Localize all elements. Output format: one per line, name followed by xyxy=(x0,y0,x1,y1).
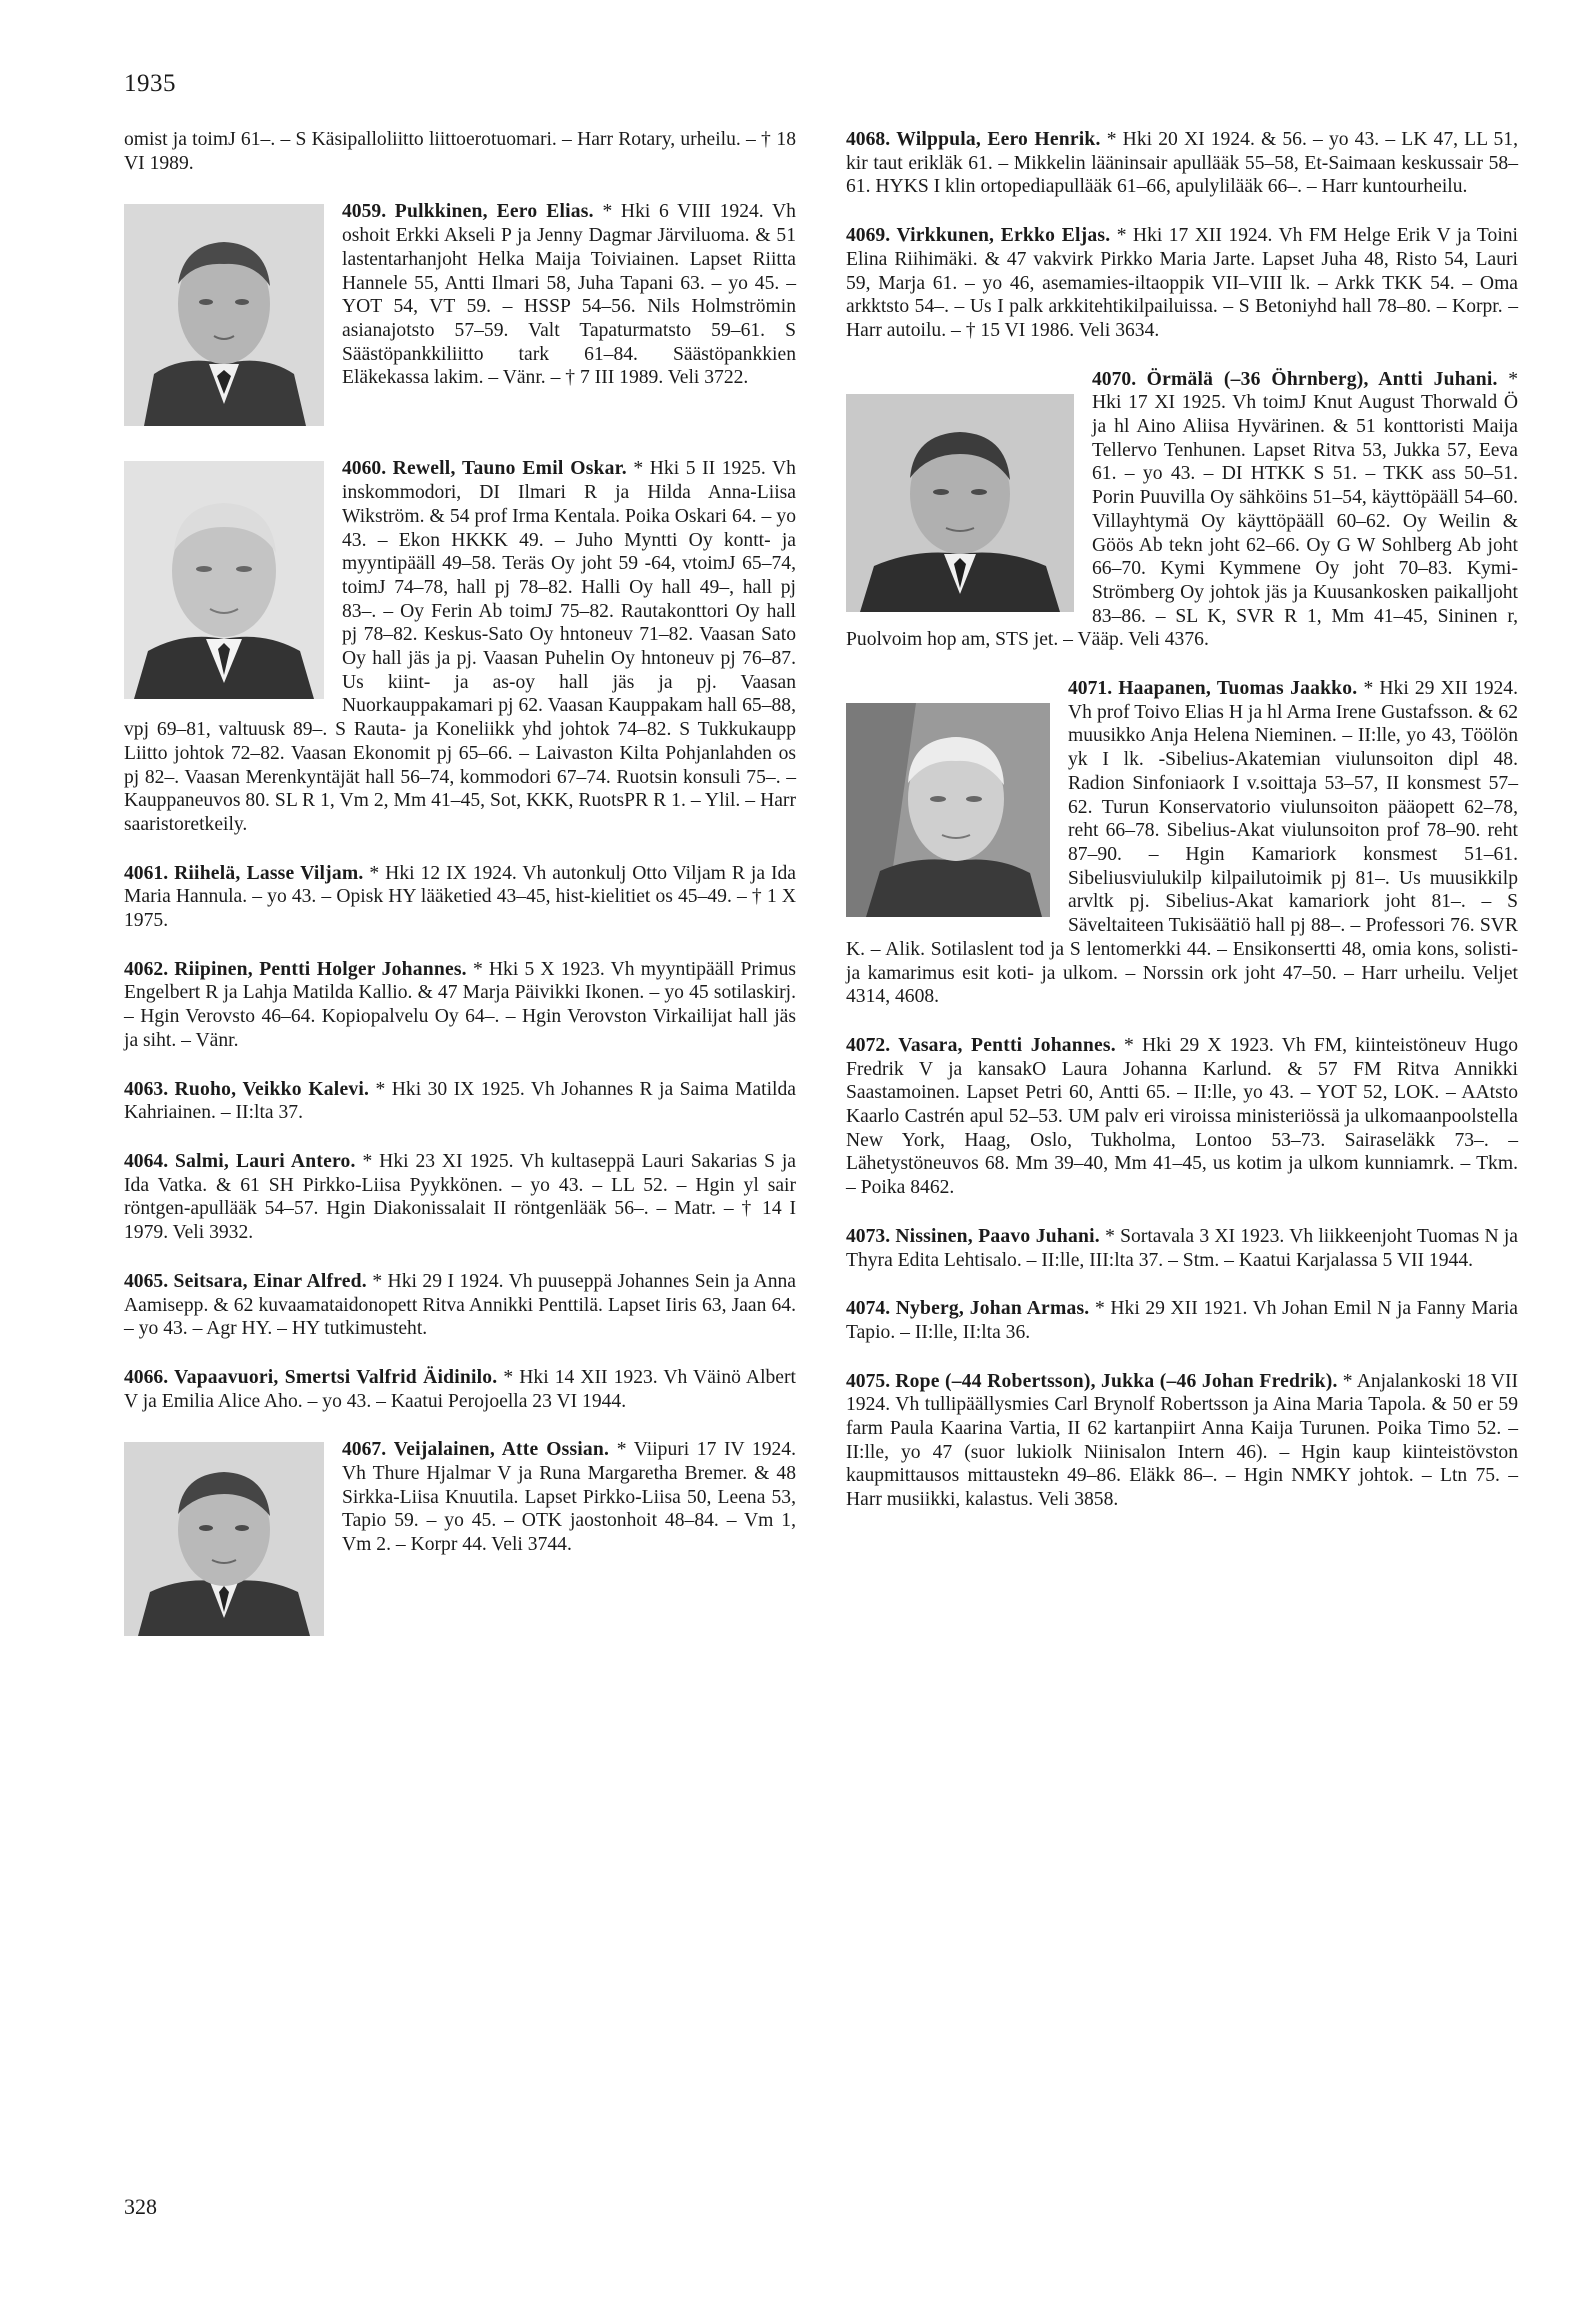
entry-4062 xyxy=(124,958,796,1053)
portrait-photo xyxy=(846,703,1050,917)
portrait-image xyxy=(124,204,324,426)
entry-number: 4072. xyxy=(846,1034,891,1056)
entry-name: Pulkkinen, Eero Elias. xyxy=(394,201,594,223)
entry-number: 4059. xyxy=(342,201,387,223)
entry-number: 4070. xyxy=(1092,368,1137,390)
entry-name: Vasara, Pentti Johannes. xyxy=(898,1034,1116,1056)
entry-name: Nissinen, Paavo Juhani. xyxy=(895,1225,1100,1247)
entry-text: * Hki 5 II 1925. Vh inskommodori, DI Ilmari R ja Hilda Anna-Liisa Wikström. & 54 prof Irma Kentala. Poika Oskari 64. – yo 43. – Ekon HKKK 49. – Juho Myntti Oy kontt- ja myyntipääll 49–58. Teräs Oy joht 59 -64, vtoimJ 65–74, toimJ 74–78, hall pj 78–82. Halli Oy hall 49–, hall pj 83–. – Oy Ferin Ab toimJ 75–82. Rautakonttori Oy hall pj 78–82. Keskus-Sato Oy hntoneuv 71–82. Vaasan Sato Oy hall jäs ja pj. Vaasan Puhelin Oy hntoneuv pj 76–87. Us kiint- ja as-oy hall jäs ja pj. Vaasan Nuorkauppakamari pj 62. Vaasan Kauppakam hall 65–88, vpj 69–81, valtuusk 89–. S Rauta- ja Koneliikk yhd johtok 74–82. S Tukkukaupp Liitto johtok 72–82. Vaasan Ekonomit pj 65–66. – Laivaston Kilta Pohjanlahden os pj 82–. Vaasan Merenkyntäjät hall 56–74, kommodori 67–74. Ruotsin konsuli 75–. – Kauppaneuvos 80. SL R 1, Vm 2, Mm 41–45, Sot, KKK, RuotsPR R 1. – Ylil. – Harr saaristoretkeily. xyxy=(124,458,796,835)
entry-text: * Hki 14 XII 1923. Vh Väinö Albert V ja Emilia Alice Aho. – yo 43. – Kaatui Perojoella 23 VI 1944. xyxy=(124,1366,796,1412)
entry-name: Rewell, Tauno Emil Oskar. xyxy=(392,458,627,480)
entry-name: Ruoho, Veikko Kalevi. xyxy=(174,1078,370,1100)
entry-text: * Hki 29 I 1924. Vh puuseppä Johannes Sein ja Anna Aamisepp. & 62 kuvaamataidonopett Ritva Annikki Penttilä. Lapset Iiris 63, Jaan 64. – yo 43. – Agr HY. – HY tutkimusteht. xyxy=(124,1270,796,1340)
portrait-photo xyxy=(846,394,1074,612)
page-number: 328 xyxy=(124,2194,157,2219)
entry-name: Wilppula, Eero Henrik. xyxy=(896,129,1101,150)
entry-text: * Hki 29 XII 1921. Vh Johan Emil N ja Fanny Maria Tapio. – II:lle, II:lta 36. xyxy=(846,1298,1518,1343)
entry-name: Salmi, Lauri Antero. xyxy=(174,1150,356,1172)
portrait-photo xyxy=(124,461,324,699)
entry-name: Riihelä, Lasse Viljam. xyxy=(174,862,364,884)
entry-name: Örmälä (–36 Öhrnberg), Antti Juhani. xyxy=(1146,368,1498,390)
entry-4074 xyxy=(846,1297,1518,1344)
entry-continuation xyxy=(124,128,796,175)
entry-number: 4073. xyxy=(846,1225,891,1247)
entry-text: omist ja toimJ 61–. – S Käsipalloliitto liittoerotuomari. – Harr Rotary, urheilu. – † 18 VI 1989. xyxy=(124,129,796,174)
entry-4065 xyxy=(124,1270,796,1341)
entry-text: * Hki 20 XI 1924. & 56. – yo 43. – LK 47, LL 51, kir taut erikläk 61. – Mikkelin lääninsair apullääk 55–58, Et-Saimaan keskussair 58–61. HYKS I klin ortopediapullääk 61–66, apulylilääk 66–. – Harr kuntourheilu. xyxy=(846,129,1518,198)
entry-number: 4061. xyxy=(124,862,169,884)
left-column xyxy=(124,128,796,1667)
portrait-photo xyxy=(124,1442,324,1636)
entry-text: * Hki 29 XII 1924. Vh prof Toivo Elias H ja hl Arma Irene Gustafsson. & 62 muusikko Anja Helena Nieminen. – II:lle, yo 43, Töölön yk I lk. -Sibelius-Akatemian viulunsoiton dipl 48. Radion Sinfoniaork I v.soittaja 53–57, II konsmest 57–62. Turun Konservatorio viulunsoiton pääopett 62–78, reht 66–78. Sibelius-Akat viulunsoiton prof 78–90. reht 87–90. – Hgin Kamariork konsmest 51–61. Sibeliusviulukilp kilpailutoimik pj 81–. Us muusikkilp arvltk pj. Sibelius-Akat kamariork joht 81–. – S Säveltaiteen Tukisäätiö hall pj 88–. – Professori 76. SVR K. – Alik. Sotilaslent tod ja S lentomerkki 44. – Ensikonsertti 48, omia kons, solisti- ja kamarimus esit koti- ja ulkom. – Norssin ork joht 47–50. – Harr urheilu. Veljet 4314, 4608. xyxy=(846,678,1518,1008)
entry-number: 4063. xyxy=(124,1078,169,1100)
page-year: 1935 xyxy=(124,70,176,97)
entry-4070 xyxy=(846,368,1518,652)
entry-4072 xyxy=(846,1034,1518,1200)
entry-text: * Hki 17 XI 1925. Vh toimJ Knut August Thorwald Ö ja hl Aino Aliisa Hyvärinen. & 51 konttoristi Maija Tellervo Tenhunen. Lapset Ritva 53, Jukka 57, Eeva 61. – yo 43. – DI HTKK S 51. – TKK ass 50–51. Porin Puuvilla Oy sähköins 51–54, käyttöpääll 54–60. Villayhtymä Oy käyttöpääll 60–62. Oy Weilin & Göös Ab tekn joht 62–66. Oy G W Sohlberg Ab joht 66–70. Kymi Kymmene Oy joht 70–83. Kymi-Strömberg Oy johtok jäs ja Kuusankosken paikalljoht 83–86. – SL K, SVR R 1, Mm 41–45, Sininen r, Puolvoim hop am, STS jet. – Vääp. Veli 4376. xyxy=(846,368,1518,651)
entry-4068 xyxy=(846,128,1518,199)
entry-4067 xyxy=(124,1438,796,1642)
entry-text: * Sortavala 3 XI 1923. Vh liikkeenjoht Tuomas N ja Thyra Edita Lehtisalo. – II:lle, III:lta 37. – Stm. – Kaatui Karjalassa 5 VII 1944. xyxy=(846,1225,1519,1271)
entry-number: 4075. xyxy=(846,1370,891,1392)
entry-name: Rope (–44 Robertsson), Jukka (–46 Johan Fredrik). xyxy=(895,1370,1338,1392)
right-column xyxy=(846,128,1518,1537)
entry-text: * Viipuri 17 IV 1924. Vh Thure Hjalmar V ja Runa Margaretha Bremer. & 48 Sirkka-Liisa Knuutila. Lapset Pirkko-Liisa 50, Leena 53, Tapio 59. – yo 45. – OTK jaostonhoit 48–84. – Vm 1, Vm 2. – Korpr 44. Veli 3744. xyxy=(342,1439,797,1556)
entry-name: Vapaavuori, Smertsi Valfrid Äidinilo. xyxy=(174,1366,498,1388)
entry-text: * Hki 5 X 1923. Vh myyntipääll Primus Engelbert R ja Lahja Matilda Kallio. & 47 Marja Päivikki Ikonen. – yo 45 sotilaskirj. – Hgin Verovsto 46–64. Kopiopalvelu Oy 64–. – Hgin Verovston Virkailijat hall jäs ja siht. – Vänr. xyxy=(124,958,796,1051)
entry-name: Haapanen, Tuomas Jaakko. xyxy=(1118,678,1358,700)
entry-text: * Hki 12 IX 1924. Vh autonkulj Otto Viljam R ja Ida Maria Hannula. – yo 43. – Opisk HY lääketied 43–45, hist-kielitiet os 45–49. – † 1 X 1975. xyxy=(124,862,797,932)
entry-4071 xyxy=(846,677,1518,1009)
entry-text: * Hki 23 XI 1925. Vh kultaseppä Lauri Sakarias S ja Ida Vatka. & 61 SH Pirkko-Liisa Pyykkönen. – yo 43. – LL 52. – Hgin yl sair röntgen-apullääk 54–57. Hgin Diakonissalait II röntgenlääk 56–. – Matr. – † 14 I 1979. Veli 3932. xyxy=(124,1150,796,1244)
entry-name: Veijalainen, Atte Ossian. xyxy=(393,1439,610,1461)
entry-4069 xyxy=(846,224,1518,343)
entry-number: 4066. xyxy=(124,1366,169,1388)
entry-number: 4062. xyxy=(124,958,169,980)
entry-number: 4068. xyxy=(846,129,891,150)
entry-4059 xyxy=(124,200,796,432)
entry-number: 4069. xyxy=(846,225,891,247)
entry-text: * Anjalankoski 18 VII 1924. Vh tullipäällysmies Carl Brynolf Robertsson ja Aina Maria Tapola. & 50 er 59 farm Paula Kaarina Vartia, II 62 kartanpiirt Anna Kaija Turunen. Poika Timo 52. – II:lle, yo 47 (suor lukiolk Niinisalon Intern 46). – Hgin kaup kiinteistövston kaupmittausos mittaustekn 49–86. Eläkk 86–. – Hgin NMKY johtok. – Ltn 75. – Harr musiikki, kalastus. Veli 3858. xyxy=(846,1370,1519,1511)
entry-name: Riipinen, Pentti Holger Johannes. xyxy=(174,958,467,980)
entry-number: 4071. xyxy=(1068,678,1113,700)
entry-text: * Hki 17 XII 1924. Vh FM Helge Erik V ja Toini Elina Riihimäki. & 47 vakvirk Pirkko Maria Jarte. Lapset Juha 48, Risto 54, Lauri 59, Marja 61. – yo 46, asemamies-iltaoppik VII–VIII lk. – Arkk TKK 54. – Oma arkktsto 54–. – Us I palk arkkitehtikilpailuissa. – S Betoniyhd hall 78–80. – Korpr. – Harr autoilu. – † 15 VI 1986. Veli 3634. xyxy=(846,225,1518,341)
portrait-photo xyxy=(124,204,324,426)
entry-4073 xyxy=(846,1225,1518,1272)
entry-number: 4067. xyxy=(342,1439,387,1461)
entry-number: 4065. xyxy=(124,1270,169,1292)
entry-number: 4064. xyxy=(124,1150,169,1172)
portrait-image xyxy=(846,394,1074,612)
entry-name: Nyberg, Johan Armas. xyxy=(895,1298,1090,1320)
entry-name: Virkkunen, Erkko Eljas. xyxy=(896,225,1111,247)
entry-4063 xyxy=(124,1078,796,1125)
entry-4066 xyxy=(124,1366,796,1413)
entry-name: Seitsara, Einar Alfred. xyxy=(173,1270,367,1292)
entry-text: * Hki 6 VIII 1924. Vh oshoit Erkki Akseli P ja Jenny Dagmar Järviluoma. & 51 lastentarhanjoht Helka Maija Toiviainen. Lapset Riitta Hannele 55, Antti Ilmari 58, Juha Tapani 63. – yo 45. – YOT 54, VT 59. – HSSP 54–56. Nils Holmströmin asianajotsto 57–59. Valt Tapaturmatsto 59–61. S Säästöpankkiliitto tark 61–84. Säästöpankkien Eläkekassa lakim. – Vänr. – † 7 III 1989. Veli 3722. xyxy=(342,201,796,389)
entry-number: 4074. xyxy=(846,1298,891,1320)
portrait-image xyxy=(846,703,1050,917)
entry-text: * Hki 30 IX 1925. Vh Johannes R ja Saima Matilda Kahriainen. – II:lta 37. xyxy=(124,1078,796,1124)
entry-4060 xyxy=(124,457,796,836)
entry-4075 xyxy=(846,1370,1518,1512)
entry-4061 xyxy=(124,862,796,933)
portrait-image xyxy=(124,1442,324,1636)
entry-4064 xyxy=(124,1150,796,1245)
entry-text: * Hki 29 X 1923. Vh FM, kiinteistöneuv Hugo Fredrik V ja kansakO Laura Johanna Karlund. & 57 FM Ritva Annikki Saastamoinen. Lapset Petri 60, Antti 65. – II:lle, yo 43. – YOT 52, LOK. – AAtsto Kaarlo Castrén apul 52–53. UM palv eri viroissa ministeriössä ja ulkomaanpoolstella New York, Haag, Oslo, Tukholma, Lontoo 53–73. Sairaseläkk 73–. – Lähetystöneuvos 68. Mm 39–40, Mm 41–45, us kotim ja ulkom kunniamrk. – Tkm. – Poika 8462. xyxy=(846,1034,1518,1199)
entry-number: 4060. xyxy=(342,458,387,480)
portrait-image xyxy=(124,461,324,699)
